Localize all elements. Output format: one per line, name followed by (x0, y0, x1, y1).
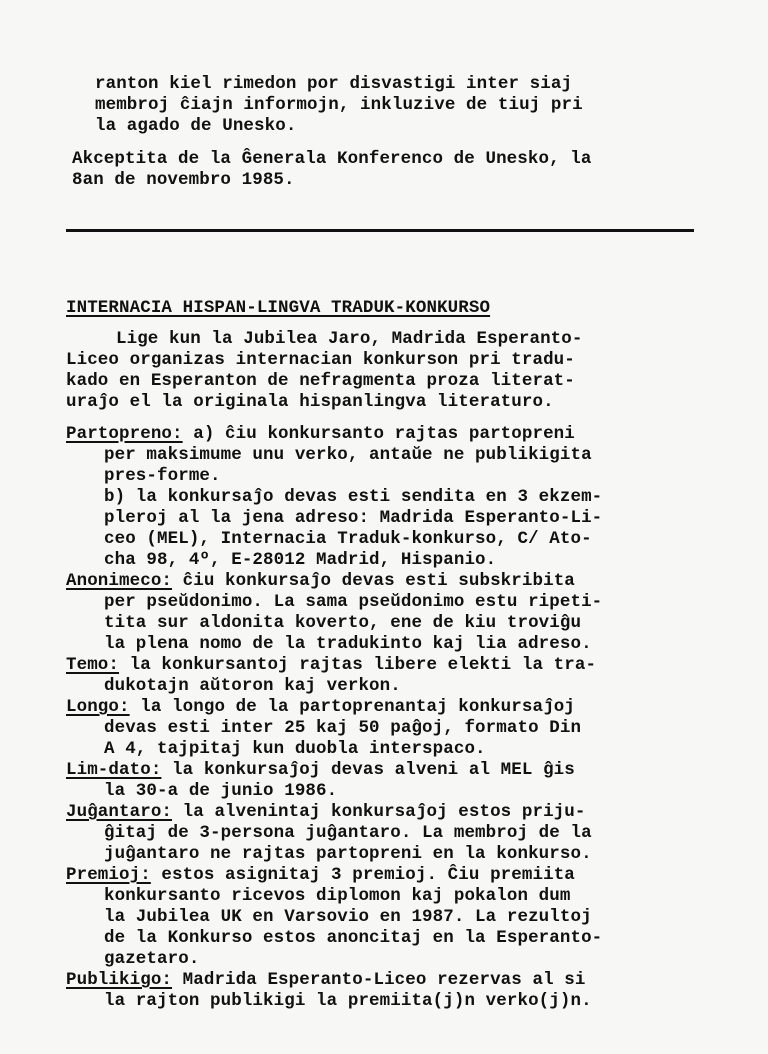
rule-text-line: pleroj al la jena adreso: Madrida Esperanto-Li- (104, 508, 603, 528)
rule-text-line: de la Konkurso estos anoncitaj en la Esperanto- (104, 928, 603, 948)
rule-publikigo (66, 970, 586, 991)
rule-text-line: A 4, tajpitaj kun duobla interspaco. (104, 739, 486, 759)
section-intro-line: kado en Esperanton de nefragmenta proza literat- (66, 371, 575, 391)
section-intro-line: uraĵo el la originala hispanlingva literaturo. (66, 392, 554, 412)
rule-jugxantaro (66, 802, 586, 823)
section-title: INTERNACIA HISPAN-LINGVA TRADUK-KONKURSO (66, 298, 491, 318)
rule-text: Madrida Esperanto-Liceo rezervas al si (172, 970, 586, 990)
rule-text: estos asignitaj 3 premioj. Ĉiu premiita (150, 865, 575, 885)
rule-text-line: juĝantaro ne rajtas partopreni en la konkurso. (104, 844, 592, 864)
rule-anonimeco (66, 571, 575, 592)
rule-text-line: per maksimume unu verko, antaŭe ne publikigita (104, 445, 592, 465)
rule-text-line: cha 98, 4º, E-28012 Madrid, Hispanio. (104, 550, 497, 570)
rule-partopreno (66, 424, 575, 445)
rule-label: Anonimeco: (66, 571, 173, 591)
rule-text-line: la plena nomo de la tradukinto kaj lia adreso. (104, 634, 592, 654)
section-intro-line: Liceo organizas internacian konkurson pri tradu- (66, 350, 575, 370)
rule-text-line: gazetaro. (104, 949, 200, 969)
accepted-line: 8an de novembro 1985. (72, 170, 295, 190)
rule-text: la konkursaĵoj devas alveni al MEL ĝis (161, 760, 575, 780)
rule-text: la longo de la partoprenantaj konkursaĵoj (129, 697, 575, 717)
rule-text-line: konkursanto ricevos diplomon kaj pokalon dum (104, 886, 571, 906)
rule-text-line: per pseŭdonimo. La sama pseŭdonimo estu ripeti- (104, 592, 603, 612)
rule-temo (66, 655, 596, 676)
rule-text-line: dukotajn aŭtoron kaj verkon. (104, 676, 401, 696)
intro-line: la agado de Unesko. (95, 116, 297, 136)
rule-longo (66, 697, 575, 718)
rule-text: a) ĉiu konkursanto rajtas partopreni (182, 424, 575, 444)
rule-label: Partopreno: (66, 424, 183, 444)
rule-label: Premioj: (66, 865, 151, 885)
accepted-line: Akceptita de la Ĝenerala Konferenco de Unesko, la (72, 149, 592, 169)
intro-line: ranton kiel rimedon por disvastigi inter siaj (95, 74, 573, 94)
rule-premioj (66, 865, 575, 886)
rule-text-line: ceo (MEL), Internacia Traduk-konkurso, C/ Ato- (104, 529, 592, 549)
rule-label: Juĝantaro: (66, 802, 173, 822)
rule-text: la konkursantoj rajtas libere elekti la tra- (119, 655, 597, 675)
intro-line: membroj ĉiajn informojn, inkluzive de tiuj pri (95, 95, 583, 115)
rule-label: Temo: (66, 655, 120, 675)
rule-label: Publikigo: (66, 970, 173, 990)
rule-text-line: la 30-a de junio 1986. (104, 781, 338, 801)
rule-text-line: ĝitaj de 3-persona juĝantaro. La membroj de la (104, 823, 592, 843)
rule-text-line: pres-forme. (104, 466, 221, 486)
rule-text-line: tita sur aldonita koverto, ene de kiu troviĝu (104, 613, 582, 633)
rule-text-line: b) la konkursaĵo devas esti sendita en 3 ekzem- (104, 487, 603, 507)
rule-text-line: devas esti inter 25 kaj 50 paĝoj, formato Din (104, 718, 582, 738)
rule-label: Longo: (66, 697, 130, 717)
rule-text: ĉiu konkursaĵo devas esti subskribita (172, 571, 575, 591)
rule-lim-dato (66, 760, 575, 781)
rule-text-line: la Jubilea UK en Varsovio en 1987. La rezultoj (104, 907, 592, 927)
rule-text: la alvenintaj konkursaĵoj estos priju- (172, 802, 586, 822)
section-divider (66, 229, 694, 232)
section-intro-line: Lige kun la Jubilea Jaro, Madrida Esperanto- (116, 329, 583, 349)
rule-text-line: la rajton publikigi la premiita(j)n verko(j)n. (104, 991, 592, 1011)
rule-label: Lim-dato: (66, 760, 162, 780)
